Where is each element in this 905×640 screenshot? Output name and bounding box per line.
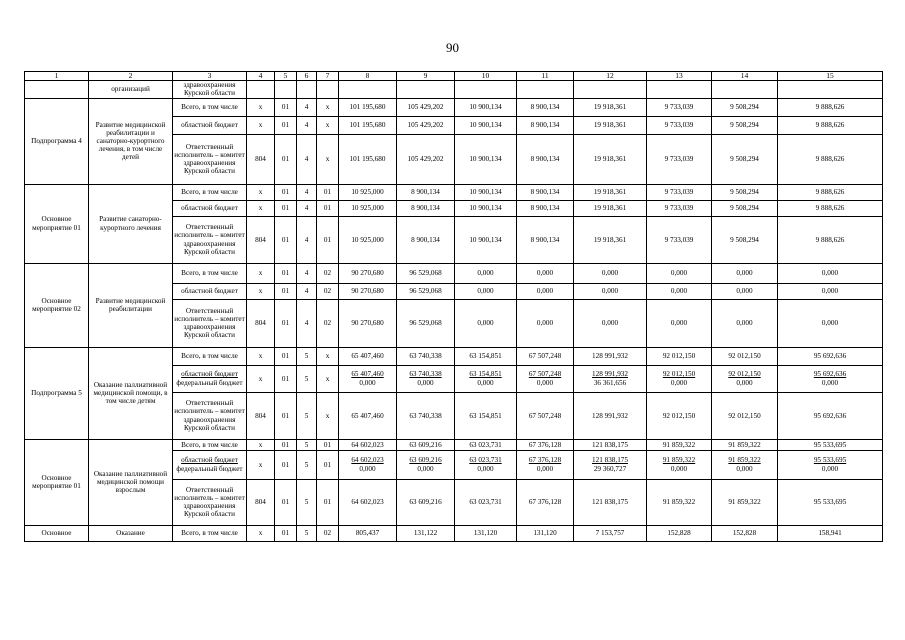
cell: 158,941 (778, 525, 883, 541)
cell: 01 (275, 263, 297, 283)
cell: 64 602,023 (339, 439, 397, 450)
cell: 63 609,216 (397, 439, 455, 450)
cell: 105 429,202 (397, 134, 455, 184)
cell (397, 81, 455, 98)
cell: 92 012,150 (647, 392, 712, 439)
cell (455, 450, 517, 479)
cell: 101 195,680 (339, 134, 397, 184)
cell: 67 507,248 (517, 347, 574, 365)
cell: Основное мероприятие 01 (25, 439, 89, 525)
cell: 95 692,636 (778, 347, 883, 365)
cell: 92 012,150 (712, 347, 778, 365)
line: 0,000 (736, 464, 753, 473)
cell: x (247, 525, 275, 541)
cell (647, 450, 712, 479)
table-row (25, 98, 883, 116)
cell: Оказание (89, 525, 173, 541)
cell (397, 365, 455, 392)
cell: Оказание паллиативной медицинской помощи взрослым (89, 439, 173, 525)
cell: 0,000 (517, 283, 574, 299)
line: 91 859,322 (728, 456, 761, 465)
cell (455, 81, 517, 98)
cell: 90 270,680 (339, 283, 397, 299)
cell: 01 (275, 283, 297, 299)
cell (712, 450, 778, 479)
line: 36 361,656 (593, 378, 627, 387)
cell (778, 81, 883, 98)
cell: 5 (297, 479, 317, 525)
cell (25, 81, 89, 98)
cell: x (247, 347, 275, 365)
cell: 10 900,134 (455, 184, 517, 200)
line: федеральный бюджет (176, 378, 243, 387)
cell (339, 365, 397, 392)
cell: 95 533,695 (778, 479, 883, 525)
cell: 01 (317, 450, 339, 479)
cell: Ответственный исполнитель – комитет здравоохранения Курской области (173, 392, 247, 439)
cell: Оказание паллиативной медицинской помощи, в том числе детям (89, 347, 173, 439)
line: 0,000 (736, 378, 753, 387)
cell: 8 900,134 (517, 98, 574, 116)
cell: 10 900,134 (455, 116, 517, 134)
cell: 01 (275, 450, 297, 479)
page-number: 90 (446, 40, 459, 55)
cell: 95 692,636 (778, 392, 883, 439)
cell: 19 918,361 (574, 216, 647, 263)
cell: 96 529,068 (397, 283, 455, 299)
column-header: 1 (25, 72, 89, 81)
cell: 10 925,000 (339, 216, 397, 263)
line: областной бюджет (181, 456, 238, 465)
line: 63 023,731 (469, 456, 502, 465)
cell: 90 270,680 (339, 299, 397, 347)
cell: x (247, 263, 275, 283)
cell: 0,000 (712, 263, 778, 283)
cell: x (247, 439, 275, 450)
cell: здравоохранения Курской области (173, 81, 247, 98)
column-header: 14 (712, 72, 778, 81)
table-row (25, 184, 883, 200)
cell: 67 376,128 (517, 479, 574, 525)
cell: 01 (317, 184, 339, 200)
cell: 19 918,361 (574, 116, 647, 134)
cell: Ответственный исполнитель – комитет здравоохранения Курской области (173, 216, 247, 263)
cell (574, 81, 647, 98)
cell: Основное (25, 525, 89, 541)
budget-table (24, 71, 883, 542)
cell: 0,000 (455, 299, 517, 347)
cell: 804 (247, 392, 275, 439)
cell: 91 859,322 (712, 439, 778, 450)
cell: 0,000 (712, 283, 778, 299)
cell: Подпрограмма 5 (25, 347, 89, 439)
cell: Всего, в том числе (173, 98, 247, 116)
cell: 121 838,175 (574, 479, 647, 525)
cell: 0,000 (647, 263, 712, 283)
cell: 8 900,134 (397, 216, 455, 263)
cell: 8 900,134 (517, 134, 574, 184)
cell: Всего, в том числе (173, 184, 247, 200)
line: 67 376,128 (528, 456, 562, 465)
cell: Ответственный исполнитель – комитет здравоохранения Курской области (173, 479, 247, 525)
cell: 804 (247, 216, 275, 263)
cell: 131,120 (517, 525, 574, 541)
cell: 9 508,294 (712, 216, 778, 263)
cell: Основное мероприятие 02 (25, 263, 89, 347)
cell: 01 (275, 116, 297, 134)
cell: 128 991,932 (574, 392, 647, 439)
cell: Ответственный исполнитель – комитет здравоохранения Курской области (173, 134, 247, 184)
cell: 02 (317, 283, 339, 299)
cell (778, 365, 883, 392)
cell: 9 508,294 (712, 116, 778, 134)
line: 63 154,851 (469, 370, 502, 379)
cell: Развитие медицинской реабилитации (89, 263, 173, 347)
cell: 8 900,134 (517, 116, 574, 134)
table-row (25, 439, 883, 450)
cell: 5 (297, 347, 317, 365)
cell: 9 888,626 (778, 98, 883, 116)
cell: 0,000 (517, 299, 574, 347)
cell (712, 81, 778, 98)
cell (517, 81, 574, 98)
cell: 01 (275, 479, 297, 525)
cell (173, 450, 247, 479)
cell: 9 888,626 (778, 200, 883, 216)
cell: 10 900,134 (455, 134, 517, 184)
cell: 4 (297, 184, 317, 200)
cell: 01 (275, 299, 297, 347)
line: 0,000 (477, 378, 494, 387)
cell: 10 900,134 (455, 200, 517, 216)
cell: 5 (297, 439, 317, 450)
cell: 8 900,134 (517, 184, 574, 200)
cell: 0,000 (517, 263, 574, 283)
cell: 0,000 (647, 299, 712, 347)
column-header: 13 (647, 72, 712, 81)
line: 92 012,150 (662, 370, 696, 379)
line: 0,000 (417, 378, 434, 387)
cell: 4 (297, 263, 317, 283)
cell: 10 925,000 (339, 200, 397, 216)
cell: 9 888,626 (778, 116, 883, 134)
cell: 91 859,322 (712, 479, 778, 525)
cell: 0,000 (455, 263, 517, 283)
cell: 10 900,134 (455, 216, 517, 263)
cell: 0,000 (574, 299, 647, 347)
cell: 01 (275, 98, 297, 116)
cell: 02 (317, 299, 339, 347)
line: 0,000 (670, 378, 688, 387)
cell: x (317, 365, 339, 392)
column-header: 12 (574, 72, 647, 81)
cell: 9 888,626 (778, 184, 883, 200)
cell: 101 195,680 (339, 116, 397, 134)
line: 95 692,636 (813, 370, 847, 379)
cell (712, 365, 778, 392)
line: 64 602,023 (351, 456, 384, 465)
cell: x (247, 450, 275, 479)
cell: 91 859,322 (647, 479, 712, 525)
line: 0,000 (359, 464, 376, 473)
column-header: 2 (89, 72, 173, 81)
cell: 67 507,248 (517, 392, 574, 439)
line: 128 991,932 (592, 370, 628, 379)
cell (455, 365, 517, 392)
cell: 4 (297, 200, 317, 216)
cell: Развитие медицинской реабилитации и санаторно-курортного лечения, в том числе детей (89, 98, 173, 184)
cell: 152,828 (712, 525, 778, 541)
column-header: 8 (339, 72, 397, 81)
cell: 7 153,757 (574, 525, 647, 541)
cell: 0,000 (712, 299, 778, 347)
cell: 63 740,338 (397, 392, 455, 439)
cell: областной бюджет (173, 200, 247, 216)
cell: Всего, в том числе (173, 525, 247, 541)
cell: 19 918,361 (574, 98, 647, 116)
cell: 02 (317, 525, 339, 541)
line: федеральный бюджет (176, 464, 243, 473)
cell: 01 (275, 365, 297, 392)
cell: 01 (275, 184, 297, 200)
cell: 90 270,680 (339, 263, 397, 283)
line: 65 407,460 (351, 370, 384, 379)
cell: x (317, 134, 339, 184)
cell: 9 888,626 (778, 134, 883, 184)
cell: 01 (317, 216, 339, 263)
cell: 121 838,175 (574, 439, 647, 450)
header-row (25, 72, 883, 81)
line: 91 859,322 (662, 456, 696, 465)
cell: 101 195,680 (339, 98, 397, 116)
cell: 805,437 (339, 525, 397, 541)
cell: 65 407,460 (339, 392, 397, 439)
cell: 01 (275, 216, 297, 263)
line: 95 533,695 (813, 456, 847, 465)
cell: 5 (297, 365, 317, 392)
cell: 63 154,851 (455, 392, 517, 439)
cell: 0,000 (647, 283, 712, 299)
table-row (25, 81, 883, 98)
cell: Всего, в том числе (173, 347, 247, 365)
cell (275, 81, 297, 98)
column-header: 9 (397, 72, 455, 81)
cell: 9 733,039 (647, 200, 712, 216)
cell: 91 859,322 (647, 439, 712, 450)
column-header: 6 (297, 72, 317, 81)
line: 0,000 (821, 464, 839, 473)
cell (173, 365, 247, 392)
cell: 804 (247, 134, 275, 184)
column-header: 10 (455, 72, 517, 81)
cell: x (247, 98, 275, 116)
cell: Развитие санаторно-курортного лечения (89, 184, 173, 263)
cell: 01 (275, 439, 297, 450)
cell (574, 365, 647, 392)
cell (517, 365, 574, 392)
cell: 4 (297, 134, 317, 184)
cell: 5 (297, 392, 317, 439)
cell (297, 81, 317, 98)
cell: 65 407,460 (339, 347, 397, 365)
cell (574, 450, 647, 479)
table-row (25, 263, 883, 283)
cell: 92 012,150 (712, 392, 778, 439)
cell: 4 (297, 299, 317, 347)
cell: 63 023,731 (455, 479, 517, 525)
cell: x (317, 347, 339, 365)
cell: Всего, в том числе (173, 439, 247, 450)
cell: 10 900,134 (455, 98, 517, 116)
line: 0,000 (536, 464, 554, 473)
cell (647, 81, 712, 98)
cell: областной бюджет (173, 283, 247, 299)
cell: 19 918,361 (574, 184, 647, 200)
line: 67 507,248 (528, 370, 562, 379)
cell: 5 (297, 525, 317, 541)
cell: x (247, 283, 275, 299)
cell: 01 (275, 134, 297, 184)
cell: 9 508,294 (712, 134, 778, 184)
cell: Ответственный исполнитель – комитет здравоохранения Курской области (173, 299, 247, 347)
cell: x (317, 116, 339, 134)
cell: 8 900,134 (397, 200, 455, 216)
cell (339, 81, 397, 98)
cell: 01 (275, 347, 297, 365)
cell: 02 (317, 263, 339, 283)
table-row (25, 347, 883, 365)
cell: 96 529,068 (397, 263, 455, 283)
line: 92 012,150 (728, 370, 761, 379)
cell: x (247, 184, 275, 200)
cell: x (247, 200, 275, 216)
cell (778, 450, 883, 479)
line: областной бюджет (181, 370, 238, 379)
cell: 63 609,216 (397, 479, 455, 525)
line: 0,000 (821, 378, 839, 387)
cell: 9 733,039 (647, 116, 712, 134)
cell: 10 925,000 (339, 184, 397, 200)
cell (339, 450, 397, 479)
cell: 9 888,626 (778, 216, 883, 263)
column-header: 3 (173, 72, 247, 81)
cell: 128 991,932 (574, 347, 647, 365)
cell: 96 529,068 (397, 299, 455, 347)
cell: 8 900,134 (397, 184, 455, 200)
cell: Всего, в том числе (173, 263, 247, 283)
cell: 4 (297, 116, 317, 134)
cell: 0,000 (778, 263, 883, 283)
cell: 0,000 (574, 263, 647, 283)
cell: 19 918,361 (574, 200, 647, 216)
cell: 01 (275, 392, 297, 439)
line: 0,000 (417, 464, 434, 473)
cell: 0,000 (778, 299, 883, 347)
line: 121 838,175 (592, 456, 628, 465)
cell: 0,000 (455, 283, 517, 299)
cell: 19 918,361 (574, 134, 647, 184)
cell: x (317, 392, 339, 439)
cell: Основное мероприятие 01 (25, 184, 89, 263)
cell (247, 81, 275, 98)
cell: 01 (317, 439, 339, 450)
cell: 8 900,134 (517, 216, 574, 263)
cell: 5 (297, 450, 317, 479)
cell: 9 508,294 (712, 200, 778, 216)
cell: 9 733,039 (647, 134, 712, 184)
line: 29 360,727 (593, 464, 627, 473)
cell: 01 (275, 200, 297, 216)
line: 63 609,216 (409, 456, 442, 465)
cell: 131,120 (455, 525, 517, 541)
cell: 4 (297, 283, 317, 299)
column-header: 15 (778, 72, 883, 81)
cell: 95 533,695 (778, 439, 883, 450)
cell: 105 429,202 (397, 98, 455, 116)
cell: 131,122 (397, 525, 455, 541)
cell: 01 (317, 200, 339, 216)
cell: Подпрограмма 4 (25, 98, 89, 184)
cell: 01 (317, 479, 339, 525)
cell: 4 (297, 98, 317, 116)
cell: 01 (275, 525, 297, 541)
cell: 804 (247, 299, 275, 347)
column-header: 5 (275, 72, 297, 81)
cell (397, 450, 455, 479)
cell (317, 81, 339, 98)
cell: 0,000 (574, 283, 647, 299)
cell: 0,000 (778, 283, 883, 299)
cell: x (247, 116, 275, 134)
cell: 92 012,150 (647, 347, 712, 365)
line: 0,000 (670, 464, 688, 473)
cell: 9 733,039 (647, 98, 712, 116)
cell: 9 508,294 (712, 98, 778, 116)
column-header: 7 (317, 72, 339, 81)
cell: областной бюджет (173, 116, 247, 134)
cell (517, 450, 574, 479)
line: 0,000 (536, 378, 554, 387)
cell: 4 (297, 216, 317, 263)
column-header: 11 (517, 72, 574, 81)
cell: 9 733,039 (647, 216, 712, 263)
cell: 67 376,128 (517, 439, 574, 450)
cell: 9 508,294 (712, 184, 778, 200)
cell: x (247, 365, 275, 392)
cell (647, 365, 712, 392)
cell: 9 733,039 (647, 184, 712, 200)
cell: 63 740,338 (397, 347, 455, 365)
cell: x (317, 98, 339, 116)
cell: 8 900,134 (517, 200, 574, 216)
line: 63 740,338 (409, 370, 442, 379)
cell: 63 023,731 (455, 439, 517, 450)
line: 0,000 (477, 464, 494, 473)
line: 0,000 (359, 378, 376, 387)
cell: организаций (89, 81, 173, 98)
table-row (25, 525, 883, 541)
cell: 63 154,851 (455, 347, 517, 365)
cell: 105 429,202 (397, 116, 455, 134)
column-header: 4 (247, 72, 275, 81)
cell: 804 (247, 479, 275, 525)
cell: 64 602,023 (339, 479, 397, 525)
cell: 152,828 (647, 525, 712, 541)
